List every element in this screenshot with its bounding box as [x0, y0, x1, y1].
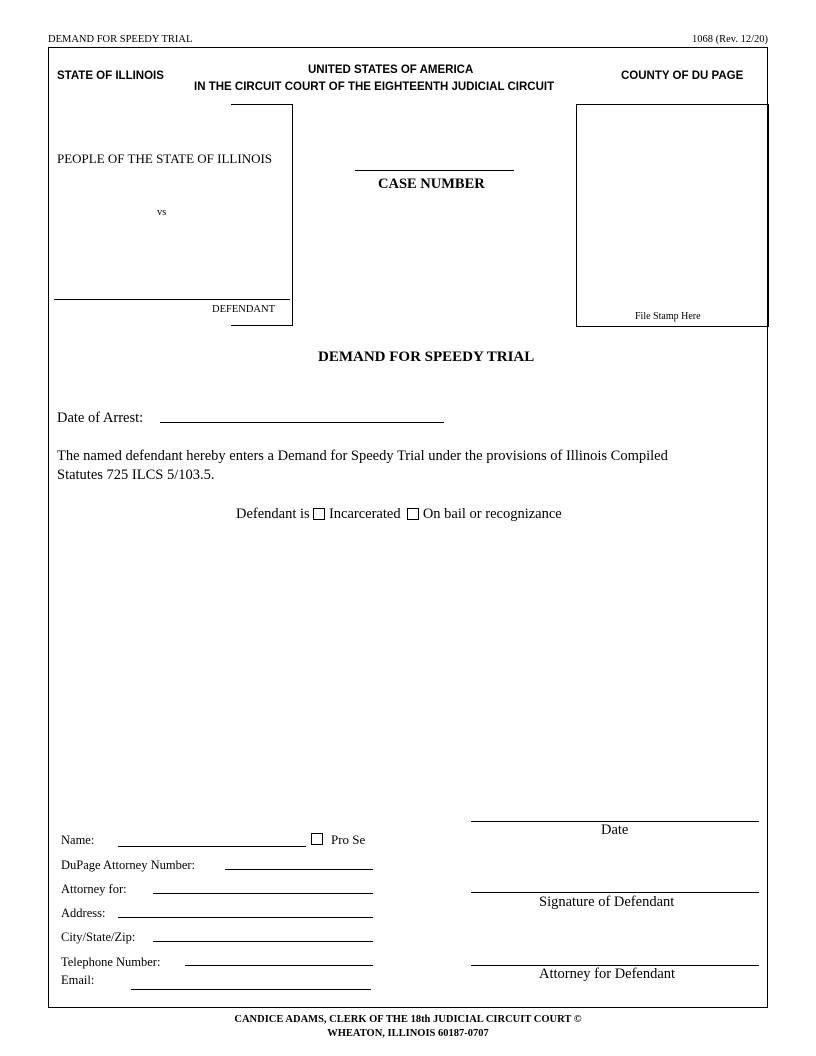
state-label: STATE OF ILLINOIS: [57, 70, 164, 82]
custody-status: [236, 506, 562, 523]
date-of-arrest-label: Date of Arrest:: [57, 410, 144, 426]
demand-paragraph-line1: The named defendant hereby enters a Demand for Speedy Trial under the provisions of Illinois Compiled: [57, 448, 668, 464]
county-label: COUNTY OF DU PAGE: [621, 70, 744, 82]
court-label: IN THE CIRCUIT COURT OF THE EIGHTEENTH JUDICIAL CIRCUIT: [194, 81, 555, 93]
email-field[interactable]: [131, 989, 371, 990]
file-stamp-box: [576, 104, 769, 327]
footer-address: WHEATON, ILLINOIS 60187-0707: [327, 1028, 489, 1039]
date-of-arrest-field[interactable]: [160, 422, 444, 423]
country-label: UNITED STATES OF AMERICA: [308, 64, 474, 76]
city-state-zip-label: City/State/Zip:: [61, 930, 136, 944]
address-field[interactable]: [118, 917, 373, 918]
pro-se-checkbox[interactable]: [311, 833, 323, 845]
city-state-zip-field[interactable]: [153, 941, 373, 942]
name-label: Name:: [61, 833, 95, 847]
case-number-label: CASE NUMBER: [378, 176, 485, 192]
case-number-line[interactable]: [355, 170, 514, 171]
demand-paragraph-line2: Statutes 725 ILCS 5/103.5.: [57, 467, 215, 483]
defendant-label: DEFENDANT: [212, 304, 275, 315]
telephone-label: Telephone Number:: [61, 955, 161, 969]
on-bail-label: On bail or recognizance: [422, 506, 562, 522]
attorney-for-field[interactable]: [153, 893, 373, 894]
footer-clerk: CANDICE ADAMS, CLERK OF THE 18th JUDICIAL CIRCUIT COURT ©: [234, 1014, 582, 1025]
incarcerated-label: Incarcerated: [328, 506, 401, 522]
name-field[interactable]: [118, 846, 306, 847]
pro-se-label: Pro Se: [331, 832, 366, 847]
defendant-signature-line[interactable]: [471, 892, 759, 893]
defendant-signature-label: Signature of Defendant: [539, 894, 675, 910]
attorney-number-label: DuPage Attorney Number:: [61, 858, 196, 872]
attorney-signature-label: Attorney for Defendant: [539, 966, 676, 982]
telephone-field[interactable]: [185, 965, 373, 966]
on-bail-checkbox[interactable]: [407, 508, 419, 520]
form-title-top: DEMAND FOR SPEEDY TRIAL: [48, 34, 193, 45]
file-stamp-label: File Stamp Here: [635, 311, 701, 322]
incarcerated-checkbox[interactable]: [313, 508, 325, 520]
address-label: Address:: [61, 906, 106, 920]
date-signature-label: Date: [601, 822, 629, 838]
attorney-number-field[interactable]: [225, 869, 373, 870]
form-number: 1068 (Rev. 12/20): [691, 34, 768, 45]
plaintiff-label: PEOPLE OF THE STATE OF ILLINOIS: [57, 151, 273, 166]
caption-bracket: [231, 104, 293, 326]
custody-status-label: Defendant is: [236, 506, 310, 522]
email-label: Email:: [61, 973, 95, 987]
vs-label: vs: [157, 207, 167, 218]
attorney-for-label: Attorney for:: [61, 882, 127, 896]
defendant-name-line[interactable]: [54, 299, 290, 300]
document-title: DEMAND FOR SPEEDY TRIAL: [318, 349, 535, 365]
